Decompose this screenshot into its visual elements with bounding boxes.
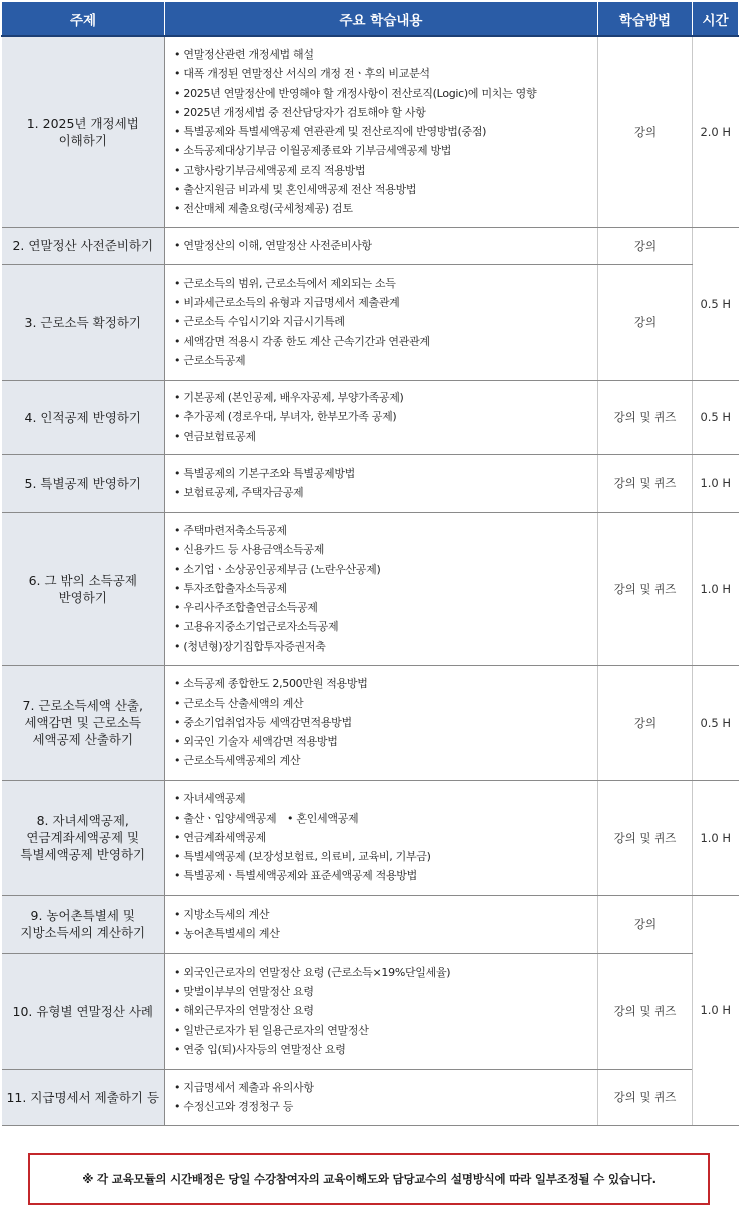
module-topic (2, 227, 165, 264)
table-row (2, 264, 739, 380)
list-item: • 전산매체 제출요령(국세청제공) 검토 (174, 199, 597, 218)
module-content (165, 780, 598, 895)
list-item: • 근로소득의 범위, 근로소득에서 제외되는 소득 (174, 274, 597, 293)
table-row (2, 1069, 739, 1125)
learning-method: 강의 및 퀴즈 (598, 953, 693, 1069)
hours-cell: 1.0 H (693, 780, 739, 895)
content-list (174, 464, 597, 503)
table-row (2, 227, 739, 264)
module-topic (2, 512, 165, 665)
content-list (174, 674, 597, 770)
list-item: • 근로소득 산출세액의 계산 (174, 694, 597, 713)
table-row (2, 454, 739, 512)
module-content (165, 895, 598, 953)
list-item: • 농어촌특별세의 계산 (174, 924, 597, 943)
module-content (165, 36, 598, 227)
module-topic (2, 780, 165, 895)
list-item: • 연금계좌세액공제 (174, 828, 597, 847)
list-item: • 지급명세서 제출과 유의사항 (174, 1078, 597, 1097)
header-topic: 주제 (2, 2, 165, 37)
list-item: • 중소기업취업자등 세액감면적용방법 (174, 713, 597, 732)
topic-line: 반영하기 (58, 589, 107, 605)
module-topic (2, 1069, 165, 1125)
table-row (2, 953, 739, 1069)
learning-method: 강의 (598, 895, 693, 953)
list-item: • 연말정산관련 개정세법 해설 (174, 45, 597, 64)
topic-line: 6. 그 밖의 소득공제 (28, 572, 137, 588)
module-content (165, 264, 598, 380)
topic-line: 4. 인적공제 반영하기 (24, 409, 141, 425)
content-list (174, 236, 597, 255)
table-row (2, 380, 739, 454)
list-item: • 우리사주조합출연금소득공제 (174, 598, 597, 617)
module-content (165, 953, 598, 1069)
learning-method: 강의 및 퀴즈 (598, 380, 693, 454)
module-topic (2, 895, 165, 953)
content-list (174, 963, 597, 1059)
content-list (174, 1078, 597, 1117)
topic-line: 5. 특별공제 반영하기 (24, 475, 141, 491)
topic-line: 세액감면 및 근로소득 (24, 715, 142, 730)
list-item: • 주택마련저축소득공제 (174, 521, 597, 540)
header-method: 학습방법 (598, 2, 693, 37)
list-item: • 특별공제ㆍ특별세액공제와 표준세액공제 적용방법 (174, 866, 597, 885)
content-list (174, 789, 597, 885)
learning-method: 강의 및 퀴즈 (598, 454, 693, 512)
list-item: • 2025년 개정세법 중 전산담당자가 검토해야 할 사항 (174, 103, 597, 122)
learning-method: 강의 (598, 36, 693, 227)
topic-line: 지방소득세의 계산하기 (20, 925, 146, 940)
topic-line: 2. 연말정산 사전준비하기 (12, 238, 154, 253)
list-item: • 소득공제대상기부금 이월공제종료와 기부금세액공제 방법 (174, 141, 597, 160)
learning-method: 강의 (598, 227, 693, 264)
hours-cell: 1.0 H (693, 454, 739, 512)
content-list (174, 274, 597, 370)
list-item: • 지방소득세의 계산 (174, 905, 597, 924)
list-item: • 보험료공제, 주택자금공제 (174, 483, 597, 502)
list-item: • 비과세근로소득의 유형과 지급명세서 제출관계 (174, 293, 597, 312)
topic-line: 1. 2025년 개정세법 (26, 115, 139, 131)
notice-text: ※ 각 교육모듈의 시간배정은 당일 수강참여자의 교육이해도와 담당교수의 설명방식에 따라 일부조정될 수 있습니다. (82, 1172, 656, 1186)
module-content (165, 454, 598, 512)
topic-line: 3. 근로소득 확정하기 (24, 314, 141, 330)
list-item: • 자녀세액공제 (174, 789, 597, 808)
list-item: • 근로소득세액공제의 계산 (174, 751, 597, 770)
list-item: • 특별세액공제 (보장성보험료, 의료비, 교육비, 기부금) (174, 847, 597, 866)
learning-method: 강의 (598, 665, 693, 780)
module-topic (2, 454, 165, 512)
list-item: • 연금보험료공제 (174, 427, 597, 446)
list-item: • 외국인 기술자 세액감면 적용방법 (174, 732, 597, 751)
module-content (165, 512, 598, 665)
list-item: • 소기업ㆍ소상공인공제부금 (노란우산공제) (174, 560, 597, 579)
list-item: • 근로소득공제 (174, 351, 597, 370)
schedule-notice (28, 1153, 710, 1205)
hours-cell: 0.5 H (693, 665, 739, 780)
hours-cell: 2.0 H (693, 36, 739, 227)
module-content (165, 227, 598, 264)
topic-line: 10. 유형별 연말정산 사례 (12, 1003, 153, 1019)
list-item: • 특별공제의 기본구조와 특별공제방법 (174, 464, 597, 483)
table-row (2, 512, 739, 665)
topic-line: 특별세액공제 반영하기 (20, 847, 146, 862)
content-list (174, 388, 597, 446)
header-hours: 시간 (693, 2, 739, 37)
learning-method: 강의 및 퀴즈 (598, 780, 693, 895)
curriculum-table (1, 1, 739, 1126)
list-item: • 해외근무자의 연말정산 요령 (174, 1001, 597, 1020)
list-item: • 대폭 개정된 연말정산 서식의 개정 전ㆍ후의 비교분석 (174, 64, 597, 83)
learning-method: 강의 (598, 264, 693, 380)
list-item: • 특별공제와 특별세액공제 연관관계 및 전산로직에 반영방법(중점) (174, 122, 597, 141)
table-row (2, 36, 739, 227)
module-content (165, 1069, 598, 1125)
module-topic (2, 264, 165, 380)
table-row (2, 665, 739, 780)
table-row (2, 780, 739, 895)
list-item: • 연말정산의 이해, 연말정산 사전준비사항 (174, 236, 597, 255)
module-content (165, 665, 598, 780)
header-content: 주요 학습내용 (165, 2, 598, 37)
list-item: • 고향사랑기부금세액공제 로직 적용방법 (174, 161, 597, 180)
list-item: • 추가공제 (경로우대, 부녀자, 한부모가족 공제) (174, 407, 597, 426)
content-list (174, 45, 597, 219)
list-item: • 일반근로자가 된 일용근로자의 연말정산 (174, 1021, 597, 1040)
list-item: • 수정신고와 경정청구 등 (174, 1097, 597, 1116)
table-header-row (2, 2, 739, 37)
learning-method: 강의 및 퀴즈 (598, 1069, 693, 1125)
table-row (2, 895, 739, 953)
topic-line: 세액공제 산출하기 (32, 732, 134, 747)
list-item: • 소득공제 종합한도 2,500만원 적용방법 (174, 674, 597, 693)
hours-cell: 1.0 H (693, 512, 739, 665)
hours-cell: 0.5 H (693, 227, 739, 380)
topic-line: 8. 자녀세액공제, (36, 813, 129, 828)
list-item: • 신용카드 등 사용금액소득공제 (174, 540, 597, 559)
module-topic (2, 36, 165, 227)
list-item: • 고용유지중소기업근로자소득공제 (174, 617, 597, 636)
module-topic (2, 380, 165, 454)
module-topic (2, 953, 165, 1069)
list-item: • 맞벌이부부의 연말정산 요령 (174, 982, 597, 1001)
content-list (174, 905, 597, 944)
topic-line: 이해하기 (58, 132, 107, 148)
list-item: • 근로소득 수입시기와 지급시기특례 (174, 312, 597, 331)
content-list (174, 521, 597, 656)
list-item: • 기본공제 (본인공제, 배우자공제, 부양가족공제) (174, 388, 597, 407)
list-item: • 투자조합출자소득공제 (174, 579, 597, 598)
list-item: • 세액감면 적용시 각종 한도 계산 근속기간과 연관관계 (174, 332, 597, 351)
module-content (165, 380, 598, 454)
list-item: • 출산ㆍ입양세액공제 • 혼인세액공제 (174, 809, 597, 828)
topic-line: 7. 근로소득세액 산출, (22, 698, 143, 713)
list-item: • 연중 입(퇴)사자등의 연말정산 요령 (174, 1040, 597, 1059)
hours-cell: 1.0 H (693, 895, 739, 1125)
topic-line: 11. 지급명세서 제출하기 등 (6, 1089, 160, 1105)
list-item: • 외국인근로자의 연말정산 요령 (근로소득×19%단일세율) (174, 963, 597, 982)
list-item: • (청년형)장기집합투자증권저축 (174, 637, 597, 656)
topic-line: 연금계좌세액공제 및 (26, 830, 140, 845)
list-item: • 2025년 연말정산에 반영해야 할 개정사항이 전산로직(Logic)에 미치는 영향 (174, 84, 597, 103)
module-topic (2, 665, 165, 780)
list-item: • 출산지원금 비과세 및 혼인세액공제 전산 적용방법 (174, 180, 597, 199)
topic-line: 9. 농어촌특별세 및 (30, 908, 135, 923)
hours-cell: 0.5 H (693, 380, 739, 454)
learning-method: 강의 및 퀴즈 (598, 512, 693, 665)
